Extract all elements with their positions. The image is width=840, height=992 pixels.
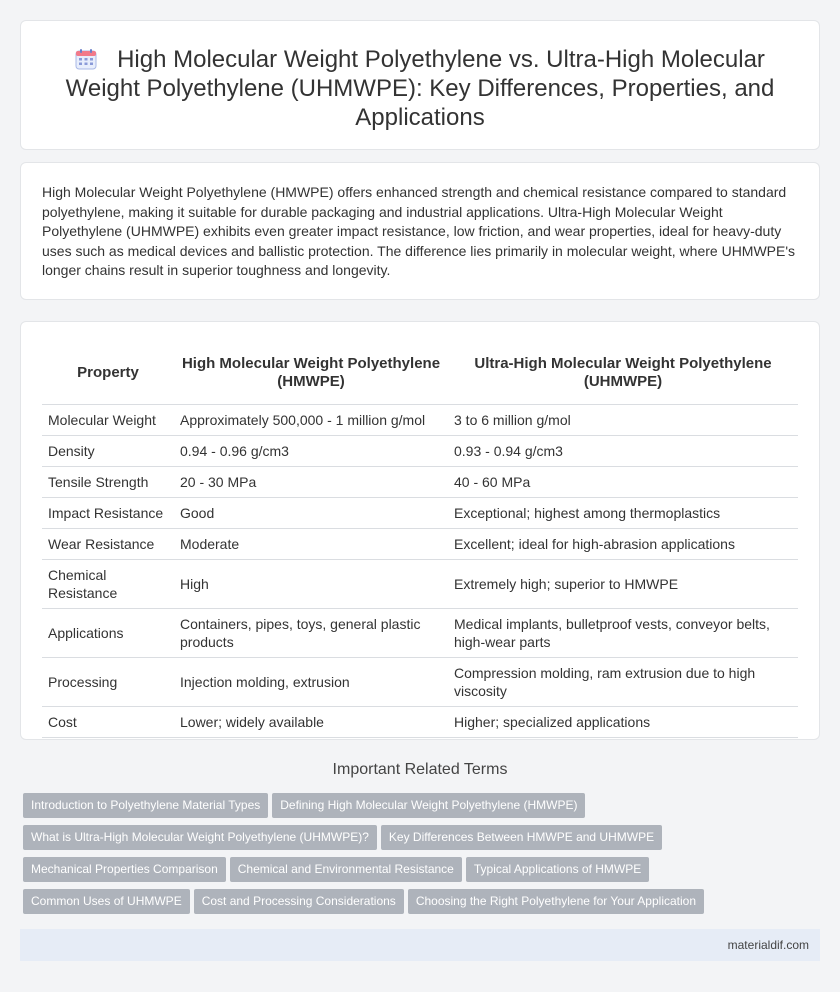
table-cell: 3 to 6 million g/mol [448, 404, 798, 435]
table-cell: High [174, 559, 448, 608]
table-cell: Chemical Resistance [42, 559, 174, 608]
related-term-tag[interactable]: What is Ultra-High Molecular Weight Polyethylene (UHMWPE)? [23, 825, 377, 850]
table-cell: Containers, pipes, toys, general plastic products [174, 608, 448, 657]
table-cell: 0.94 - 0.96 g/cm3 [174, 435, 448, 466]
table-header-row [42, 342, 798, 404]
comparison-table [42, 342, 798, 738]
tag-row [23, 889, 823, 921]
tag-row [23, 825, 823, 857]
related-term-tag[interactable]: Introduction to Polyethylene Material Types [23, 793, 268, 818]
table-row [42, 404, 798, 435]
table-cell: Impact Resistance [42, 497, 174, 528]
table-cell: Processing [42, 657, 174, 706]
related-term-tag[interactable]: Chemical and Environmental Resistance [230, 857, 462, 882]
table-cell: Applications [42, 608, 174, 657]
table-row [42, 706, 798, 737]
intro-paragraph: High Molecular Weight Polyethylene (HMWPE) offers enhanced strength and chemical resistance compared to standard polyethylene, making it suitable for durable packaging and industrial applications. Ultra-High Molecular Weight Polyethylene (UHMWPE) exhibits even greater impact resistance, low friction, and wear properties, ideal for heavy-duty uses such as medical devices and ballistic protection. The difference lies primarily in molecular weight, where UHMWPE's longer chains result in superior toughness and longevity. [42, 184, 796, 279]
page-title [61, 45, 779, 132]
comparison-table-card [20, 321, 820, 740]
table-cell: 0.93 - 0.94 g/cm3 [448, 435, 798, 466]
tag-row [23, 857, 823, 889]
related-terms-list [23, 793, 823, 921]
calendar-icon [75, 48, 97, 70]
table-row [42, 497, 798, 528]
footer-site-link[interactable]: materialdif.com [727, 938, 809, 952]
table-cell: Higher; specialized applications [448, 706, 798, 737]
table-cell: Exceptional; highest among thermoplastics [448, 497, 798, 528]
related-term-tag[interactable]: Mechanical Properties Comparison [23, 857, 226, 882]
table-row [42, 466, 798, 497]
table-cell: Lower; widely available [174, 706, 448, 737]
table-cell: Approximately 500,000 - 1 million g/mol [174, 404, 448, 435]
title-card [20, 20, 820, 150]
table-row [42, 528, 798, 559]
related-term-tag[interactable]: Typical Applications of HMWPE [466, 857, 649, 882]
table-row [42, 559, 798, 608]
related-term-tag[interactable]: Defining High Molecular Weight Polyethylene (HMWPE) [272, 793, 585, 818]
table-row [42, 435, 798, 466]
table-cell: Cost [42, 706, 174, 737]
table-cell: Excellent; ideal for high-abrasion applications [448, 528, 798, 559]
related-term-tag[interactable]: Common Uses of UHMWPE [23, 889, 190, 914]
table-cell: Extremely high; superior to HMWPE [448, 559, 798, 608]
table-cell: Good [174, 497, 448, 528]
table-cell: Injection molding, extrusion [174, 657, 448, 706]
footer [20, 929, 820, 961]
table-row [42, 657, 798, 706]
table-header-hmwpe: High Molecular Weight Polyethylene (HMWPE) [174, 342, 448, 404]
table-cell: Wear Resistance [42, 528, 174, 559]
table-header-property: Property [42, 342, 174, 404]
table-cell: Moderate [174, 528, 448, 559]
table-cell: Tensile Strength [42, 466, 174, 497]
related-term-tag[interactable]: Key Differences Between HMWPE and UHMWPE [381, 825, 662, 850]
table-cell: 20 - 30 MPa [174, 466, 448, 497]
table-cell: Molecular Weight [42, 404, 174, 435]
tag-row [23, 793, 823, 825]
table-cell: Density [42, 435, 174, 466]
related-term-tag[interactable]: Choosing the Right Polyethylene for Your Application [408, 889, 704, 914]
related-terms-heading: Important Related Terms [332, 761, 508, 778]
table-header-uhmwpe: Ultra-High Molecular Weight Polyethylene (UHMWPE) [448, 342, 798, 404]
table-cell: Medical implants, bulletproof vests, conveyor belts, high-wear parts [448, 608, 798, 657]
intro-card [20, 162, 820, 300]
table-cell: Compression molding, ram extrusion due to high viscosity [448, 657, 798, 706]
related-term-tag[interactable]: Cost and Processing Considerations [194, 889, 404, 914]
table-cell: 40 - 60 MPa [448, 466, 798, 497]
table-row [42, 608, 798, 657]
page-title-text: High Molecular Weight Polyethylene vs. Ultra-High Molecular Weight Polyethylene (UHMWPE): Key Differences, Properties, and Applications [65, 46, 775, 131]
